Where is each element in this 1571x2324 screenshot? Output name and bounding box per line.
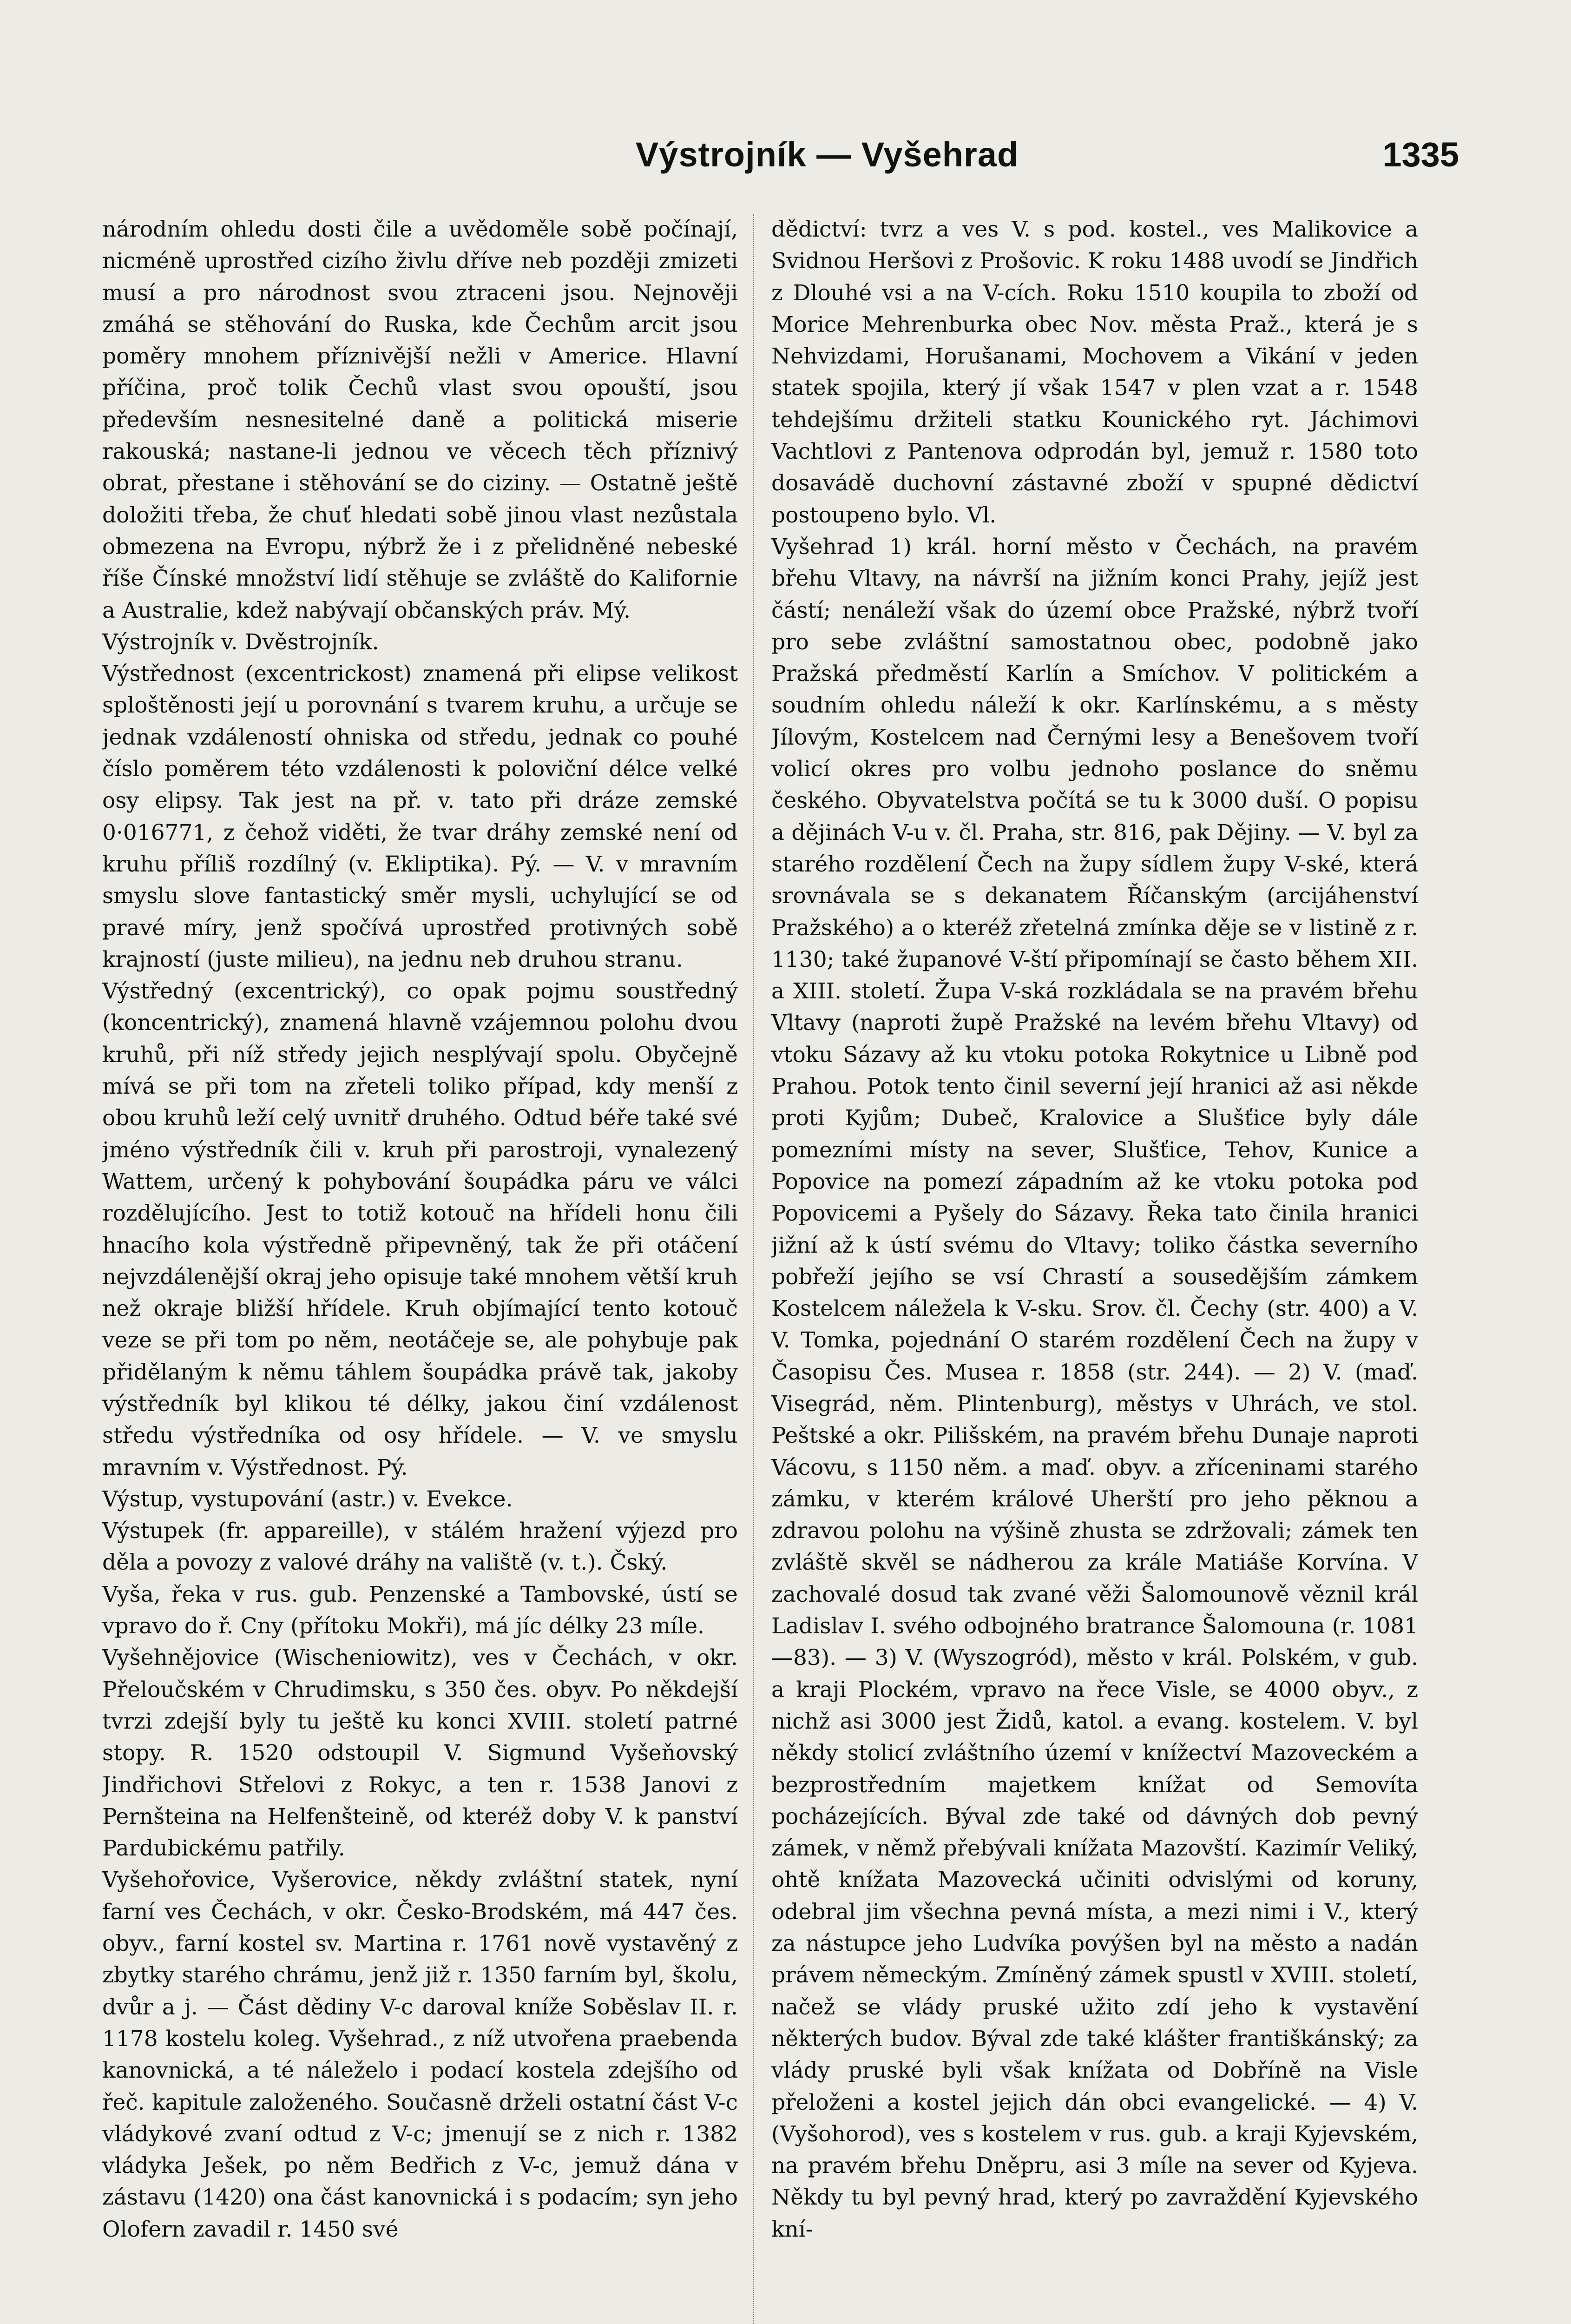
left-column bbox=[102, 214, 738, 2324]
entry-vysehrad: Vyšehrad 1) král. horní město v Čechách, na pravém břehu Vltavy, na návrší na jižním konci Prahy, jejíž jest částí; nenáleží však do území obce Pražské, nýbrž tvoří pro sebe zvláštní samostatnou obec, podobně jako Pražská předměstí Karlín a Smíchov. V politickém a soudním ohledu náleží k okr. Karlínskému, a s městy Jílovým, Kostelcem nad Černými lesy a Benešovem tvoří volicí okres pro volbu jednoho poslance do sněmu českého. Obyvatelstva počítá se tu k 3000 duší. O popisu a dějinách V-u v. čl. Praha, str. 816, pak Dějiny. — V. byl za starého rozdělení Čech na župy sídlem župy V-ské, která srovnávala se s dekanatem Říčanským (arcijáhenství Pražského) a o kteréž zřetelná zmínka děje se v listině z r. 1130; také županové V-ští připomínají se často během XII. a XIII. století. Župa V-ská rozkládala se na pravém břehu Vltavy (naproti župě Pražské na levém břehu Vltavy) od vtoku Sázavy až ku vtoku potoka Rokytnice u Libně pod Prahou. Potok tento činil severní její hranici až asi někde proti Kyjům; Dubeč, Kralovice a Slušťice byly dále pomezními místy na sever, Slušťice, Tehov, Kunice a Popovice na pomezí západním až ke vtoku potoka pod Popovicemi a Pyšely do Sázavy. Řeka tato činila hranici jižní až k ústí svému do Vltavy; toliko částka severního pobřeží jejího se vsí Chrastí a sousedějším zámkem Kostelcem náležela k V-sku. Srov. čl. Čechy (str. 400) a V. V. Tomka, pojednání O starém rozdělení Čech na župy v Časopisu Čes. Musea r. 1858 (str. 244). — 2) V. (maď. Visegrád, něm. Plintenburg), městys v Uhrách, ve stol. Peštské a okr. Pilišském, na pravém břehu Dunaje naproti Vácovu, s 1150 něm. a maď. obyv. a zříceninami starého zámku, v kterém králové Uherští pro jeho pěknou a zdravou polohu na výšině zhusta se zdržovali; zámek ten zvláště skvěl se nádherou za krále Matiáše Korvína. V zachovalé dosud tak zvané věži Šalomounově věznil král Ladislav I. svého odbojného bratrance Šalomouna (r. 1081—83). — 3) V. (Wyszogród), město v král. Polském, v gub. a kraji Plockém, vpravo na řece Visle, se 4000 obyv., z nichž asi 3000 jest Židů, katol. a evang. kostelem. V. byl někdy stolicí zvláštního území v knížectví Mazoveckém a bezprostředním majetkem knížat od Semovíta pocházejících. Býval zde také od dávných dob pevný zámek, v němž přebývali knížata Mazovští. Kazimír Veliký, ohtě knížata Mazovecká učiniti odvislými od koruny, odebral jim všechna pevná místa, a mezi nimi i V., který za nástupce jeho Ludvíka povýšen byl na město a nadán právem německým. Zmíněný zámek spustl v XVIII. století, načež se vlády pruské užito zdí jeho k vystavění některých budov. Býval zde také klášter františkánský; za vlády pruské byli však knížata od Dobříně na Visle přeloženi a kostel jejich dán obci evangelické. — 4) V. (Vyšohorod), ves s kostelem v rus. gub. a kraji Kyjevském, na pravém břehu Dněpru, asi 3 míle na sever od Kyjeva. Někdy tu byl pevný hrad, který po zavraždění Kyjevského kní- bbox=[771, 534, 1418, 2242]
entry-vysa: Vyša, řeka v rus. gub. Penzenské a Tambovské, ústí se vpravo do ř. Cny (přítoku Mokři), má jíc délky 23 míle. bbox=[102, 1581, 738, 1639]
entry-vystup: Výstup, vystupování (astr.) v. Evekce. bbox=[102, 1486, 513, 1512]
entry-vysehnejovice: Vyšehnějovice (Wischeniowitz), ves v Čechách, v okr. Přeloučském v Chrudimsku, s 350 čes. obyv. Po někdejší tvrzi zdejší byly tu ještě ku konci XVIII. století patrné stopy. R. 1520 odstoupil V. Sigmund Vyšeňovský Jindřichovi Střelovi z Rokyc, a ten r. 1538 Janovi z Pernšteina na Helfenšteině, od kteréž doby V. k panství Pardubickému patřily. bbox=[102, 1645, 738, 1862]
entry-vystrednost: Výstřednost (excentrickost) znamená při elipse velikost sploštěnosti její u porovnání s tvarem kruhu, a určuje se jednak vzdáleností ohniska od středu, jednak co pouhé číslo poměrem této vzdálenosti k poloviční délce velké osy elipsy. Tak jest na př. v. tato při dráze zemské 0·016771, z čehož viděti, že tvar dráhy zemské není od kruhu příliš rozdílný (v. Ekliptika). Pý. — V. v mravním smyslu slove fantastický směr mysli, uchylující se od pravé míry, jenž spočívá uprostřed protivných sobě krajností (juste milieu), na jednu neb druhou stranu. bbox=[102, 661, 738, 972]
right-column bbox=[771, 214, 1418, 2324]
column-divider bbox=[753, 214, 754, 2324]
running-title: Výstrojník — Vyšehrad bbox=[635, 135, 1019, 174]
entry-vystredny: Výstředný (excentrický), co opak pojmu soustředný (koncentrický), znamená hlavně vzájemnou polohu dvou kruhů, při níž středy jejich nesplývají spolu. Obyčejně mívá se při tom na zřeteli toliko případ, kdy menší z obou kruhů leží celý uvnitř druhého. Odtud béře také své jméno výstředník čili v. kruh při parostroji, vynalezený Wattem, určený k pohybování šoupádka páru ve válci rozdělujícího. Jest to totiž kotouč na hřídeli honu čili hnacího kola výstředně připevněný, tak že při otáčení nejvzdálenější okraj jeho opisuje také mnohem větší kruh než okraje bližší hřídele. Kruh objímající tento kotouč veze se při tom po něm, neotáčeje se, ale pohybuje pak přidělaným k němu táhlem šoupádka právě tak, jakoby výstředník byl klikou té délky, jakou činí vzdálenost středu výstředníka od osy hřídele. — V. ve smyslu mravním v. Výstřednost. Pý. bbox=[102, 978, 738, 1480]
entry-vysehorovice: Vyšehořovice, Vyšerovice, někdy zvláštní statek, nyní farní ves Čechách, v okr. Česko-Brodském, má 447 čes. obyv., farní kostel sv. Martina r. 1761 nově vystavěný z zbytky starého chrámu, jenž již r. 1350 farním byl, školu, dvůr a j. — Část dědiny V-c daroval kníže Soběslav II. r. 1178 kostelu koleg. Vyšehrad., z níž utvořena praebenda kanovnická, a té náleželo i podací kostela zdejšího od řeč. kapitule založeného. Současně drželi ostatní část V-c vládykové zvaní odtud z V-c; jmenují se z nich r. 1382 vládyka Ješek, po něm Bedřich z V-c, jemuž dána v zástavu (1420) ona část kanovnická i s podacím; syn jeho Olofern zavadil r. 1450 své bbox=[102, 1867, 738, 2242]
entry-paragraph: národním ohledu dosti čile a uvědoměle sobě počínají, nicméně uprostřed cizího živlu dříve neb později zmizeti musí a pro národnost svou ztraceni jsou. Nejnověji zmáhá se stěhování do Ruska, kde Čechům arcit jsou poměry mnohem příznivější nežli v Americe. Hlavní příčina, proč tolik Čechů vlast svou opouští, jsou především nesnesitelné daně a politická miserie rakouská; nastane-li jednou ve věcech těch příznivý obrat, přestane i stěhování se do ciziny. — Ostatně ještě doložiti třeba, že chuť hledati sobě jinou vlast nezůstala obmezena na Evropu, nýbrž že i z přelidněné nebeské říše Čínské množství lidí stěhuje se zvláště do Kalifornie a Australie, kdež nabývají občanských práv. Mý. bbox=[102, 217, 738, 623]
entry-vystrojnik: Výstrojník v. Dvěstrojník. bbox=[102, 629, 379, 655]
page-header bbox=[93, 135, 1487, 186]
page-number: 1335 bbox=[1382, 135, 1459, 174]
entry-paragraph: dědictví: tvrz a ves V. s pod. kostel., ves Malikovice a Svidnou Heršovi z Prošovic. K roku 1488 uvodí se Jindřich z Dlouhé vsi a na V-cích. Roku 1510 koupila to zboží od Morice Mehrenburka obec Nov. města Praž., která je s Nehvizdami, Horušanami, Mochovem a Vikání v jeden statek spojila, který jí však 1547 v plen vzat a r. 1548 tehdejšímu držiteli statku Kounického ryt. Jáchimovi Vachtlovi z Pantenova odprodán byl, jemuž r. 1580 toto dosavádě duchovní zástavné zboží v spupné dědictví postoupeno bylo. Vl. bbox=[771, 217, 1418, 528]
entry-vystupek: Výstupek (fr. appareille), v stálém hražení výjezd pro děla a povozy z valové dráhy na valiště (v. t.). Čský. bbox=[102, 1518, 738, 1576]
